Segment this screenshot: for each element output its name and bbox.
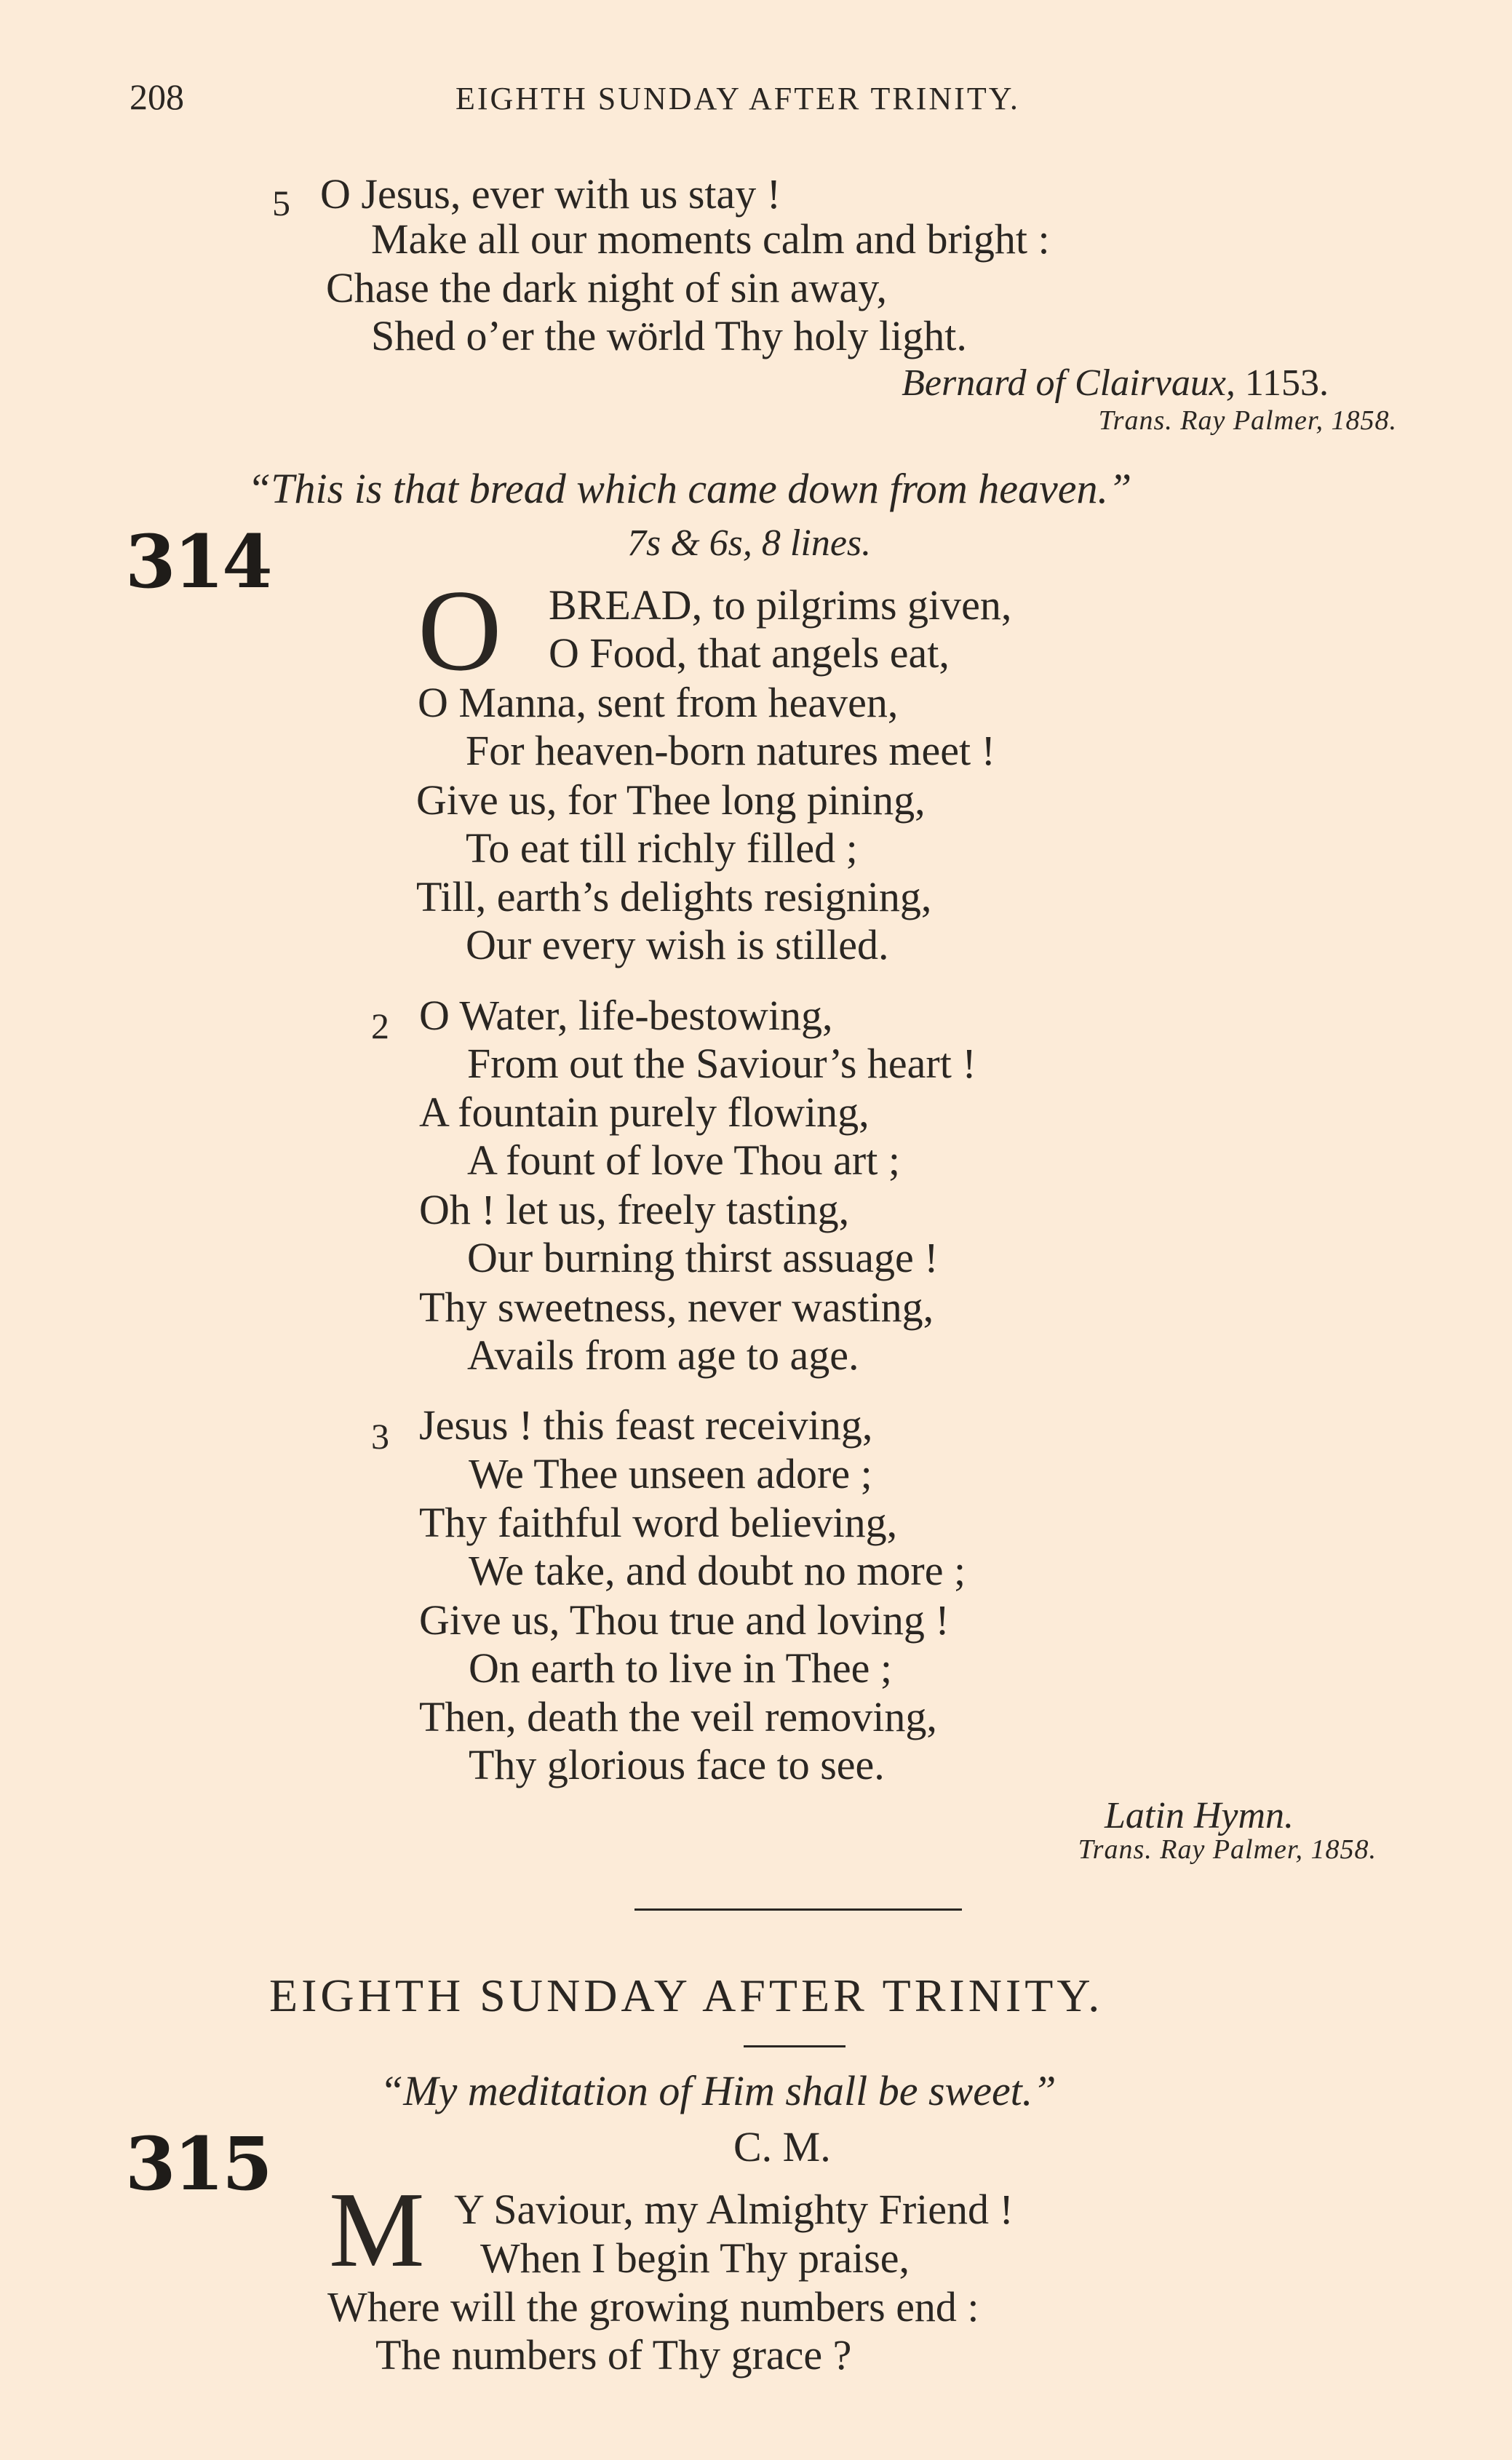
section-heading: EIGHTH SUNDAY AFTER TRINITY. [269,1970,1104,2021]
hymn-line: Y Saviour, my Almighty Friend ! [454,2186,1014,2233]
hymn-epigraph: “My meditation of Him shall be sweet.” [380,2067,1057,2114]
hymn-line: We Thee unseen adore ; [469,1450,872,1497]
hymn-line: To eat till richly filled ; [466,824,858,872]
author-credit: Latin Hymn. [1105,1795,1294,1836]
author-year: 1153. [1244,362,1329,404]
meter-text: 7s & 6s, 8 lines. [627,522,872,564]
author-credit [902,362,1329,405]
author-name: Bernard of Clairvaux, [902,362,1236,404]
hymn-line: O Jesus, ever with us stay ! [320,170,781,218]
hymn-line: We take, and doubt no more ; [469,1547,966,1594]
section-divider [634,1908,962,1911]
hymn-line: Oh ! let us, freely tasting, [419,1186,850,1233]
hymn-line: Chase the dark night of sin away, [326,264,887,311]
hymn-line: Give us, for Thee long pining, [416,776,926,824]
hymn-meter: C. M. [733,2123,831,2170]
hymn-line: Our every wish is stilled. [466,921,889,968]
hymn-number: 314 [125,519,271,605]
drop-cap: O [418,565,502,695]
hymn-line: Avails from age to age. [467,1331,859,1379]
hymn-line: A fountain purely flowing, [419,1088,870,1136]
hymn-line: Shed o’er the wörld Thy holy light. [371,312,967,359]
hymn-line: A fount of love Thou art ; [467,1137,900,1184]
verse-number: 2 [371,1006,389,1046]
hymn-line: O Manna, sent from heaven, [418,679,899,726]
hymn-line: For heaven-born natures meet ! [466,727,995,774]
page-number: 208 [130,76,184,117]
hymn-line: BREAD, to pilgrims given, [549,581,1012,629]
hymn-line: Thy glorious face to see. [469,1741,885,1788]
hymn-line: O Water, life-bestowing, [419,992,833,1039]
verse-number: 5 [272,183,290,223]
hymn-line: On earth to live in Thee ; [469,1644,892,1692]
translator-credit: Trans. Ray Palmer, 1858. [1098,405,1397,436]
drop-cap: M [329,2170,425,2290]
hymn-line: Make all our moments calm and bright : [371,215,1050,263]
hymn-line: Give us, Thou true and loving ! [419,1596,950,1644]
translator-credit: Trans. Ray Palmer, 1858. [1078,1834,1377,1865]
hymn-line: Then, death the veil removing, [419,1693,937,1740]
hymn-line: Thy sweetness, never wasting, [419,1283,934,1331]
hymn-line: Where will the growing numbers end : [327,2283,979,2330]
running-title: EIGHTH SUNDAY AFTER TRINITY. [455,81,1020,116]
hymn-epigraph: “This is that bread which came down from heaven.” [247,465,1132,512]
heading-rule [744,2045,845,2047]
hymn-line: Jesus ! this feast receiving, [419,1401,873,1449]
hymn-line: Till, earth’s delights resigning, [416,873,932,920]
verse-number: 3 [371,1416,389,1457]
hymn-line: When I begin Thy praise, [480,2234,910,2282]
hymn-line: From out the Saviour’s heart ! [467,1040,976,1087]
hymn-line: O Food, that angels eat, [549,629,950,677]
hymn-meter [627,522,872,564]
hymn-line: Our burning thirst assuage ! [467,1234,939,1281]
hymn-line: The numbers of Thy grace ? [375,2331,852,2379]
hymn-number: 315 [125,2121,271,2207]
hymn-line: Thy faithful word believing, [419,1499,898,1546]
